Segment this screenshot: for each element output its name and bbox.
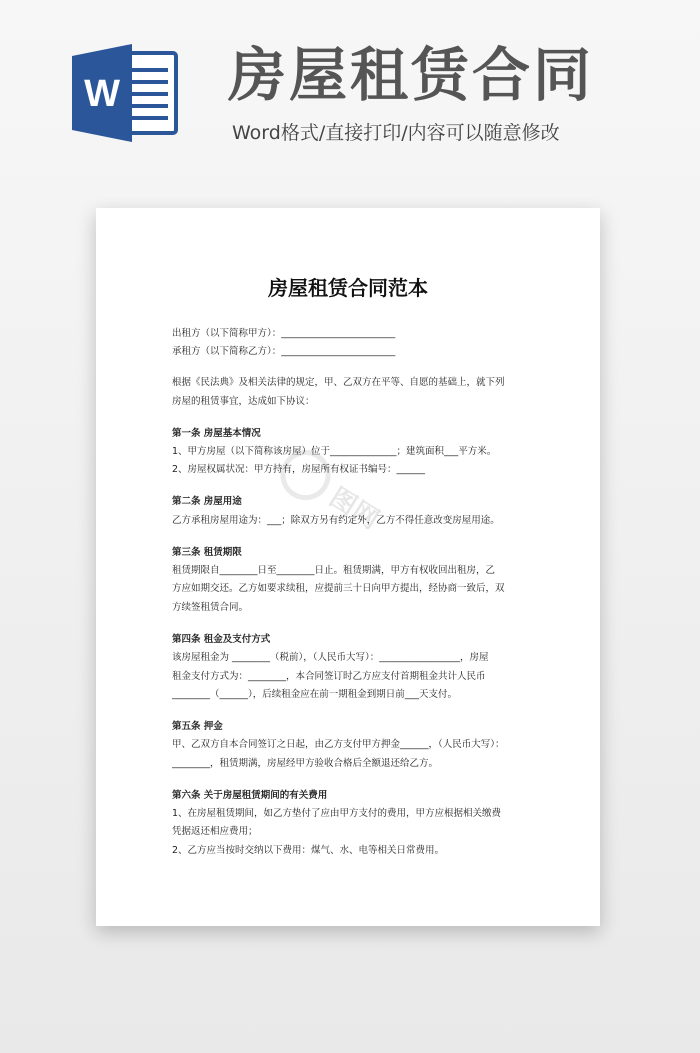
article-5-line: 甲、乙双方自本合同签订之日起，由乙方支付甲方押金______，（人民币大写）：	[172, 739, 505, 751]
article-3-line: 方续签租赁合同。	[172, 601, 249, 613]
article-1-line: 2、房屋权属状况：甲方持有，房屋所有权证书编号：______	[172, 464, 426, 476]
article-2-heading: 第二条 房屋用途	[172, 496, 242, 508]
article-1-line: 1、甲方房屋（以下简称该房屋）位于______________；建筑面积___平方米。	[172, 446, 497, 458]
article-6-line: 1、在房屋租赁期间，如乙方垫付了应由甲方支付的费用，甲方应根据相关缴费	[172, 808, 502, 820]
article-4-line: 租金支付方式为：________，本合同签订时乙方应支付首期租金共计人民币	[172, 670, 486, 682]
document-title: 房屋租赁合同范本	[268, 276, 428, 300]
document-body	[172, 325, 534, 860]
article-4-heading: 第四条 租金及支付方式	[172, 633, 271, 645]
document-page	[96, 208, 600, 926]
watermark-text: 图网	[324, 481, 385, 535]
word-logo-letter: W	[84, 73, 120, 115]
article-1-heading: 第一条 房屋基本情况	[172, 427, 261, 439]
article-3-heading: 第三条 租赁期限	[172, 546, 242, 558]
banner-title: 房屋租赁合同	[228, 41, 595, 109]
article-2-line: 乙方承租房屋用途为：___；除双方另有约定外，乙方不得任意改变房屋用途。	[172, 514, 500, 526]
lessor-line: 出租方（以下简称甲方）：________________________	[172, 328, 396, 339]
word-icon	[72, 44, 180, 142]
article-6-heading: 第六条 关于房屋租赁期间的有关费用	[172, 789, 328, 801]
header-banner	[0, 0, 700, 190]
article-5-line: ________，租赁期满，房屋经甲方验收合格后全额退还给乙方。	[172, 757, 439, 769]
banner-subtitle: Word格式/直接打印/内容可以随意修改	[232, 122, 560, 144]
article-6-line: 2、乙方应当按时交纳以下费用：煤气、水、电等相关日常费用。	[172, 844, 445, 856]
article-4-line: ________（______），后续租金应在前一期租金到期日前___天支付。	[172, 689, 458, 700]
intro-line: 房屋的租赁事宜，达成如下协议：	[172, 395, 315, 407]
article-4-line: 该房屋租金为 ________（税前），（人民币大写）：_________________，房屋	[172, 652, 489, 664]
lessee-line: 承租方（以下简称乙方）：________________________	[172, 346, 396, 358]
intro-line: 根据《民法典》及相关法律的规定，甲、乙双方在平等、自愿的基础上，就下列	[172, 377, 505, 389]
article-6-line: 凭据返还相应费用；	[172, 826, 258, 838]
article-3-line: 租赁期限自________日至________日止。租赁期满，甲方有权收回出租房，乙	[172, 565, 496, 577]
article-3-line: 方应如期交还。乙方如要求续租，应提前三十日向甲方提出，经协商一致后，双	[172, 583, 505, 595]
article-5-heading: 第五条 押金	[172, 720, 223, 732]
